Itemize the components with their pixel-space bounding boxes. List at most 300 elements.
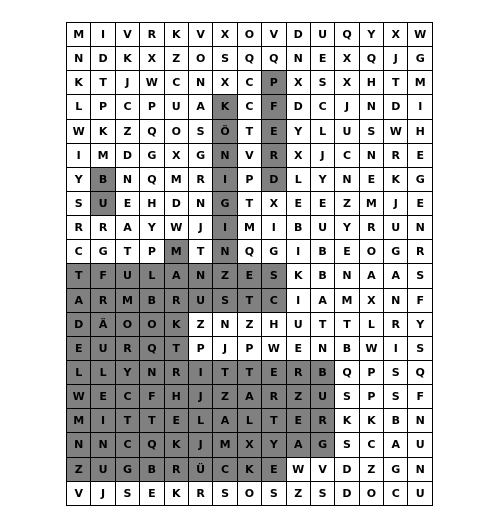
grid-cell[interactable]: X xyxy=(213,23,237,47)
grid-cell[interactable]: I xyxy=(91,409,115,433)
grid-cell[interactable]: E xyxy=(262,457,286,481)
grid-cell[interactable]: R xyxy=(384,143,408,167)
grid-cell[interactable]: J xyxy=(188,433,212,457)
grid-cell[interactable]: T xyxy=(140,409,164,433)
grid-cell[interactable]: Y xyxy=(115,360,139,384)
grid-cell[interactable]: D xyxy=(286,95,310,119)
grid-cell[interactable]: E xyxy=(286,191,310,215)
grid-cell[interactable]: L xyxy=(237,409,261,433)
grid-cell[interactable]: T xyxy=(262,409,286,433)
grid-cell[interactable]: T xyxy=(310,312,334,336)
grid-cell[interactable]: E xyxy=(408,191,433,215)
grid-cell[interactable]: S xyxy=(188,119,212,143)
grid-cell[interactable]: E xyxy=(310,47,334,71)
grid-cell[interactable]: D xyxy=(164,191,188,215)
grid-cell[interactable]: Z xyxy=(237,312,261,336)
grid-cell[interactable]: Z xyxy=(164,47,188,71)
grid-cell[interactable]: N xyxy=(335,167,359,191)
grid-cell[interactable]: R xyxy=(286,360,310,384)
grid-cell[interactable]: Z xyxy=(286,481,310,505)
grid-cell[interactable]: Q xyxy=(140,119,164,143)
grid-cell[interactable]: X xyxy=(286,71,310,95)
grid-cell[interactable]: M xyxy=(359,191,383,215)
grid-cell[interactable]: K xyxy=(115,47,139,71)
grid-cell[interactable]: E xyxy=(359,167,383,191)
grid-cell[interactable]: N xyxy=(67,433,91,457)
grid-cell[interactable]: O xyxy=(115,312,139,336)
grid-cell[interactable]: T xyxy=(164,336,188,360)
grid-cell[interactable]: Q xyxy=(237,240,261,264)
grid-cell[interactable]: Y xyxy=(359,23,383,47)
grid-cell[interactable]: R xyxy=(384,312,408,336)
grid-cell[interactable]: J xyxy=(335,95,359,119)
grid-cell[interactable]: X xyxy=(359,288,383,312)
grid-cell[interactable]: I xyxy=(67,143,91,167)
grid-cell[interactable]: Z xyxy=(286,385,310,409)
grid-cell[interactable]: O xyxy=(237,481,261,505)
grid-cell[interactable]: A xyxy=(164,264,188,288)
grid-cell[interactable]: A xyxy=(286,433,310,457)
grid-cell[interactable]: Q xyxy=(140,167,164,191)
grid-cell[interactable]: V xyxy=(310,457,334,481)
grid-cell[interactable]: N xyxy=(310,336,334,360)
grid-cell[interactable]: I xyxy=(408,95,433,119)
grid-cell[interactable]: S xyxy=(359,119,383,143)
grid-cell[interactable]: R xyxy=(91,216,115,240)
grid-cell[interactable]: Q xyxy=(237,47,261,71)
grid-cell[interactable]: E xyxy=(286,409,310,433)
grid-cell[interactable]: K xyxy=(384,167,408,191)
grid-cell[interactable]: F xyxy=(408,385,433,409)
grid-cell[interactable]: U xyxy=(335,119,359,143)
grid-cell[interactable]: N xyxy=(286,47,310,71)
grid-cell[interactable]: M xyxy=(164,240,188,264)
grid-cell[interactable]: C xyxy=(115,95,139,119)
grid-cell[interactable]: S xyxy=(335,433,359,457)
grid-cell[interactable]: R xyxy=(188,167,212,191)
grid-cell[interactable]: G xyxy=(384,457,408,481)
grid-cell[interactable]: I xyxy=(384,336,408,360)
grid-cell[interactable]: I xyxy=(213,167,237,191)
grid-cell[interactable]: Y xyxy=(310,167,334,191)
grid-cell[interactable]: B xyxy=(140,288,164,312)
grid-cell[interactable]: P xyxy=(262,71,286,95)
grid-cell[interactable]: N xyxy=(188,191,212,215)
grid-cell[interactable]: A xyxy=(310,288,334,312)
grid-cell[interactable]: B xyxy=(384,409,408,433)
grid-cell[interactable]: Q xyxy=(335,360,359,384)
grid-cell[interactable]: L xyxy=(67,95,91,119)
grid-cell[interactable]: Q xyxy=(140,336,164,360)
grid-cell[interactable]: U xyxy=(408,433,433,457)
grid-cell[interactable]: K xyxy=(286,264,310,288)
grid-cell[interactable]: Z xyxy=(359,457,383,481)
grid-cell[interactable]: F xyxy=(140,385,164,409)
grid-cell[interactable]: W xyxy=(67,119,91,143)
grid-cell[interactable]: X xyxy=(262,191,286,215)
grid-cell[interactable]: X xyxy=(237,433,261,457)
grid-cell[interactable]: I xyxy=(188,360,212,384)
grid-cell[interactable]: I xyxy=(91,23,115,47)
grid-cell[interactable]: W xyxy=(286,457,310,481)
grid-cell[interactable]: T xyxy=(67,264,91,288)
grid-cell[interactable]: U xyxy=(188,288,212,312)
grid-cell[interactable]: S xyxy=(115,481,139,505)
grid-cell[interactable]: R xyxy=(115,336,139,360)
grid-cell[interactable]: R xyxy=(359,216,383,240)
grid-cell[interactable]: Z xyxy=(335,191,359,215)
grid-cell[interactable]: A xyxy=(67,288,91,312)
grid-cell[interactable]: X xyxy=(164,143,188,167)
grid-cell[interactable]: N xyxy=(408,409,433,433)
grid-cell[interactable]: V xyxy=(67,481,91,505)
grid-cell[interactable]: E xyxy=(115,191,139,215)
grid-cell[interactable]: D xyxy=(335,481,359,505)
grid-cell[interactable]: A xyxy=(237,385,261,409)
grid-cell[interactable]: X xyxy=(335,47,359,71)
grid-cell[interactable]: G xyxy=(188,143,212,167)
grid-cell[interactable]: B xyxy=(310,360,334,384)
grid-cell[interactable]: T xyxy=(91,71,115,95)
grid-cell[interactable]: U xyxy=(91,191,115,215)
grid-cell[interactable]: J xyxy=(115,71,139,95)
grid-cell[interactable]: D xyxy=(286,23,310,47)
grid-cell[interactable]: V xyxy=(237,143,261,167)
grid-cell[interactable]: N xyxy=(140,360,164,384)
grid-cell[interactable]: T xyxy=(384,71,408,95)
grid-cell[interactable]: V xyxy=(115,23,139,47)
grid-cell[interactable]: T xyxy=(237,191,261,215)
grid-cell[interactable]: N xyxy=(408,457,433,481)
grid-cell[interactable]: Y xyxy=(262,433,286,457)
grid-cell[interactable]: P xyxy=(140,95,164,119)
grid-cell[interactable]: P xyxy=(237,167,261,191)
grid-cell[interactable]: Y xyxy=(408,312,433,336)
grid-cell[interactable]: D xyxy=(91,47,115,71)
grid-cell[interactable]: P xyxy=(91,95,115,119)
grid-cell[interactable]: C xyxy=(67,240,91,264)
grid-cell[interactable]: S xyxy=(213,481,237,505)
grid-cell[interactable]: Q xyxy=(140,433,164,457)
grid-cell[interactable]: T xyxy=(237,119,261,143)
grid-cell[interactable]: C xyxy=(310,95,334,119)
grid-cell[interactable]: Z xyxy=(188,312,212,336)
grid-cell[interactable]: J xyxy=(213,336,237,360)
grid-cell[interactable]: C xyxy=(164,71,188,95)
grid-cell[interactable]: Y xyxy=(335,216,359,240)
grid-cell[interactable]: T xyxy=(115,240,139,264)
grid-cell[interactable]: R xyxy=(164,288,188,312)
grid-cell[interactable]: M xyxy=(213,433,237,457)
grid-cell[interactable]: L xyxy=(67,360,91,384)
grid-cell[interactable]: W xyxy=(262,336,286,360)
grid-cell[interactable]: R xyxy=(164,360,188,384)
grid-cell[interactable]: Z xyxy=(213,385,237,409)
grid-cell[interactable]: F xyxy=(262,95,286,119)
grid-cell[interactable]: P xyxy=(140,240,164,264)
grid-cell[interactable]: O xyxy=(359,240,383,264)
grid-cell[interactable]: S xyxy=(310,481,334,505)
grid-cell[interactable]: Y xyxy=(286,119,310,143)
grid-cell[interactable]: J xyxy=(188,216,212,240)
grid-cell[interactable]: V xyxy=(188,23,212,47)
grid-cell[interactable]: C xyxy=(237,95,261,119)
grid-cell[interactable]: W xyxy=(140,71,164,95)
grid-cell[interactable]: E xyxy=(67,336,91,360)
grid-cell[interactable]: S xyxy=(262,264,286,288)
grid-cell[interactable]: Q xyxy=(359,47,383,71)
grid-cell[interactable]: C xyxy=(359,433,383,457)
grid-cell[interactable]: L xyxy=(286,167,310,191)
grid-cell[interactable]: B xyxy=(310,240,334,264)
grid-cell[interactable]: G xyxy=(213,191,237,215)
grid-cell[interactable]: S xyxy=(408,264,433,288)
grid-cell[interactable]: U xyxy=(91,457,115,481)
grid-cell[interactable]: U xyxy=(91,336,115,360)
grid-cell[interactable]: Ü xyxy=(188,457,212,481)
grid-cell[interactable]: T xyxy=(213,360,237,384)
grid-cell[interactable]: J xyxy=(310,143,334,167)
grid-cell[interactable]: A xyxy=(384,264,408,288)
grid-cell[interactable]: N xyxy=(408,216,433,240)
grid-cell[interactable]: G xyxy=(91,240,115,264)
grid-cell[interactable]: D xyxy=(384,95,408,119)
grid-cell[interactable]: I xyxy=(286,240,310,264)
grid-cell[interactable]: N xyxy=(67,47,91,71)
grid-cell[interactable]: P xyxy=(188,336,212,360)
grid-cell[interactable]: M xyxy=(115,288,139,312)
grid-cell[interactable]: C xyxy=(237,71,261,95)
grid-cell[interactable]: N xyxy=(213,240,237,264)
grid-cell[interactable]: C xyxy=(384,481,408,505)
grid-cell[interactable]: C xyxy=(213,457,237,481)
grid-cell[interactable]: P xyxy=(359,360,383,384)
grid-cell[interactable]: C xyxy=(262,288,286,312)
grid-cell[interactable]: Y xyxy=(140,216,164,240)
grid-cell[interactable]: K xyxy=(164,481,188,505)
grid-cell[interactable]: R xyxy=(408,240,433,264)
grid-cell[interactable]: N xyxy=(335,264,359,288)
grid-cell[interactable]: G xyxy=(384,240,408,264)
grid-cell[interactable]: M xyxy=(164,167,188,191)
grid-cell[interactable]: F xyxy=(91,264,115,288)
grid-cell[interactable]: O xyxy=(237,23,261,47)
grid-cell[interactable]: B xyxy=(91,167,115,191)
grid-cell[interactable]: E xyxy=(262,119,286,143)
grid-cell[interactable]: G xyxy=(115,457,139,481)
grid-cell[interactable]: Y xyxy=(67,167,91,191)
grid-cell[interactable]: X xyxy=(213,71,237,95)
grid-cell[interactable]: E xyxy=(262,360,286,384)
grid-cell[interactable]: K xyxy=(237,457,261,481)
grid-cell[interactable]: T xyxy=(237,360,261,384)
grid-cell[interactable]: I xyxy=(286,288,310,312)
grid-cell[interactable]: N xyxy=(115,167,139,191)
grid-cell[interactable]: M xyxy=(67,23,91,47)
grid-cell[interactable]: B xyxy=(140,457,164,481)
grid-cell[interactable]: N xyxy=(359,143,383,167)
grid-cell[interactable]: H xyxy=(359,71,383,95)
grid-cell[interactable]: W xyxy=(359,336,383,360)
grid-cell[interactable]: A xyxy=(213,409,237,433)
grid-cell[interactable]: R xyxy=(91,288,115,312)
grid-cell[interactable]: E xyxy=(408,143,433,167)
grid-cell[interactable]: S xyxy=(310,71,334,95)
grid-cell[interactable]: P xyxy=(359,385,383,409)
grid-cell[interactable]: H xyxy=(262,312,286,336)
grid-cell[interactable]: Q xyxy=(408,360,433,384)
grid-cell[interactable]: N xyxy=(213,143,237,167)
grid-cell[interactable]: F xyxy=(408,288,433,312)
grid-cell[interactable]: D xyxy=(335,457,359,481)
grid-cell[interactable]: J xyxy=(384,191,408,215)
grid-cell[interactable]: E xyxy=(164,409,188,433)
grid-cell[interactable]: L xyxy=(359,312,383,336)
grid-cell[interactable]: Q xyxy=(335,23,359,47)
grid-cell[interactable]: E xyxy=(140,481,164,505)
grid-cell[interactable]: V xyxy=(262,23,286,47)
grid-cell[interactable]: B xyxy=(286,216,310,240)
grid-cell[interactable]: K xyxy=(91,119,115,143)
grid-cell[interactable]: K xyxy=(335,409,359,433)
grid-cell[interactable]: N xyxy=(188,264,212,288)
grid-cell[interactable]: S xyxy=(213,47,237,71)
grid-cell[interactable]: I xyxy=(213,216,237,240)
grid-cell[interactable]: R xyxy=(262,143,286,167)
grid-cell[interactable]: I xyxy=(262,216,286,240)
grid-cell[interactable]: H xyxy=(408,119,433,143)
grid-cell[interactable]: X xyxy=(140,47,164,71)
grid-cell[interactable]: M xyxy=(335,288,359,312)
grid-cell[interactable]: U xyxy=(384,216,408,240)
grid-cell[interactable]: R xyxy=(67,216,91,240)
grid-cell[interactable]: S xyxy=(408,336,433,360)
grid-cell[interactable]: Q xyxy=(262,47,286,71)
grid-cell[interactable]: U xyxy=(286,312,310,336)
grid-cell[interactable]: M xyxy=(408,71,433,95)
grid-cell[interactable]: N xyxy=(359,95,383,119)
grid-cell[interactable]: S xyxy=(335,385,359,409)
grid-cell[interactable]: R xyxy=(188,481,212,505)
grid-cell[interactable]: Z xyxy=(213,264,237,288)
grid-cell[interactable]: U xyxy=(115,264,139,288)
grid-cell[interactable]: D xyxy=(115,143,139,167)
grid-cell[interactable]: X xyxy=(286,143,310,167)
grid-cell[interactable]: K xyxy=(164,23,188,47)
grid-cell[interactable]: C xyxy=(115,433,139,457)
grid-cell[interactable]: N xyxy=(384,288,408,312)
grid-cell[interactable]: N xyxy=(91,433,115,457)
grid-cell[interactable]: C xyxy=(115,385,139,409)
grid-cell[interactable]: J xyxy=(188,385,212,409)
grid-cell[interactable]: Ä xyxy=(91,312,115,336)
grid-cell[interactable]: T xyxy=(237,288,261,312)
grid-cell[interactable]: B xyxy=(335,336,359,360)
grid-cell[interactable]: D xyxy=(262,167,286,191)
grid-cell[interactable]: E xyxy=(335,240,359,264)
grid-cell[interactable]: U xyxy=(310,216,334,240)
grid-cell[interactable]: H xyxy=(140,191,164,215)
grid-cell[interactable]: W xyxy=(384,119,408,143)
grid-cell[interactable]: C xyxy=(335,143,359,167)
grid-cell[interactable]: E xyxy=(286,336,310,360)
grid-cell[interactable]: Z xyxy=(67,457,91,481)
grid-cell[interactable]: Z xyxy=(115,119,139,143)
grid-cell[interactable]: D xyxy=(67,312,91,336)
grid-cell[interactable]: G xyxy=(310,433,334,457)
grid-cell[interactable]: S xyxy=(262,481,286,505)
grid-cell[interactable]: T xyxy=(115,409,139,433)
grid-cell[interactable]: E xyxy=(237,264,261,288)
grid-cell[interactable]: M xyxy=(237,216,261,240)
grid-cell[interactable]: B xyxy=(310,264,334,288)
grid-cell[interactable]: E xyxy=(310,191,334,215)
grid-cell[interactable]: O xyxy=(140,312,164,336)
grid-cell[interactable]: R xyxy=(164,457,188,481)
grid-cell[interactable]: J xyxy=(384,47,408,71)
grid-cell[interactable]: K xyxy=(67,71,91,95)
grid-cell[interactable]: W xyxy=(164,216,188,240)
grid-cell[interactable]: A xyxy=(384,433,408,457)
grid-cell[interactable]: R xyxy=(140,23,164,47)
grid-cell[interactable]: G xyxy=(408,47,433,71)
grid-cell[interactable]: K xyxy=(359,409,383,433)
grid-cell[interactable]: A xyxy=(115,216,139,240)
grid-cell[interactable]: O xyxy=(188,47,212,71)
grid-cell[interactable]: S xyxy=(67,191,91,215)
grid-cell[interactable]: O xyxy=(164,119,188,143)
grid-cell[interactable]: P xyxy=(237,336,261,360)
grid-cell[interactable]: W xyxy=(67,385,91,409)
grid-cell[interactable]: L xyxy=(188,409,212,433)
grid-cell[interactable]: U xyxy=(408,481,433,505)
grid-cell[interactable]: T xyxy=(188,240,212,264)
grid-cell[interactable]: S xyxy=(384,360,408,384)
grid-cell[interactable]: N xyxy=(188,71,212,95)
grid-cell[interactable]: U xyxy=(310,23,334,47)
grid-cell[interactable]: L xyxy=(310,119,334,143)
grid-cell[interactable]: Ö xyxy=(213,119,237,143)
grid-cell[interactable]: S xyxy=(213,288,237,312)
grid-cell[interactable]: R xyxy=(310,409,334,433)
grid-cell[interactable]: K xyxy=(164,312,188,336)
grid-cell[interactable]: H xyxy=(164,385,188,409)
grid-cell[interactable]: T xyxy=(335,312,359,336)
grid-cell[interactable]: M xyxy=(91,143,115,167)
grid-cell[interactable]: J xyxy=(91,481,115,505)
grid-cell[interactable]: U xyxy=(310,385,334,409)
grid-cell[interactable]: L xyxy=(91,360,115,384)
grid-cell[interactable]: G xyxy=(140,143,164,167)
grid-cell[interactable]: G xyxy=(262,240,286,264)
grid-cell[interactable]: E xyxy=(91,385,115,409)
grid-cell[interactable]: N xyxy=(213,312,237,336)
grid-cell[interactable]: X xyxy=(335,71,359,95)
grid-cell[interactable]: A xyxy=(188,95,212,119)
grid-cell[interactable]: W xyxy=(408,23,433,47)
grid-cell[interactable]: R xyxy=(262,385,286,409)
grid-cell[interactable]: O xyxy=(359,481,383,505)
grid-cell[interactable]: U xyxy=(164,95,188,119)
grid-cell[interactable]: A xyxy=(359,264,383,288)
grid-cell[interactable]: M xyxy=(67,409,91,433)
grid-cell[interactable]: K xyxy=(213,95,237,119)
grid-cell[interactable]: G xyxy=(408,167,433,191)
grid-cell[interactable]: X xyxy=(384,23,408,47)
grid-cell[interactable]: L xyxy=(140,264,164,288)
grid-cell[interactable]: K xyxy=(164,433,188,457)
grid-cell[interactable]: S xyxy=(384,385,408,409)
